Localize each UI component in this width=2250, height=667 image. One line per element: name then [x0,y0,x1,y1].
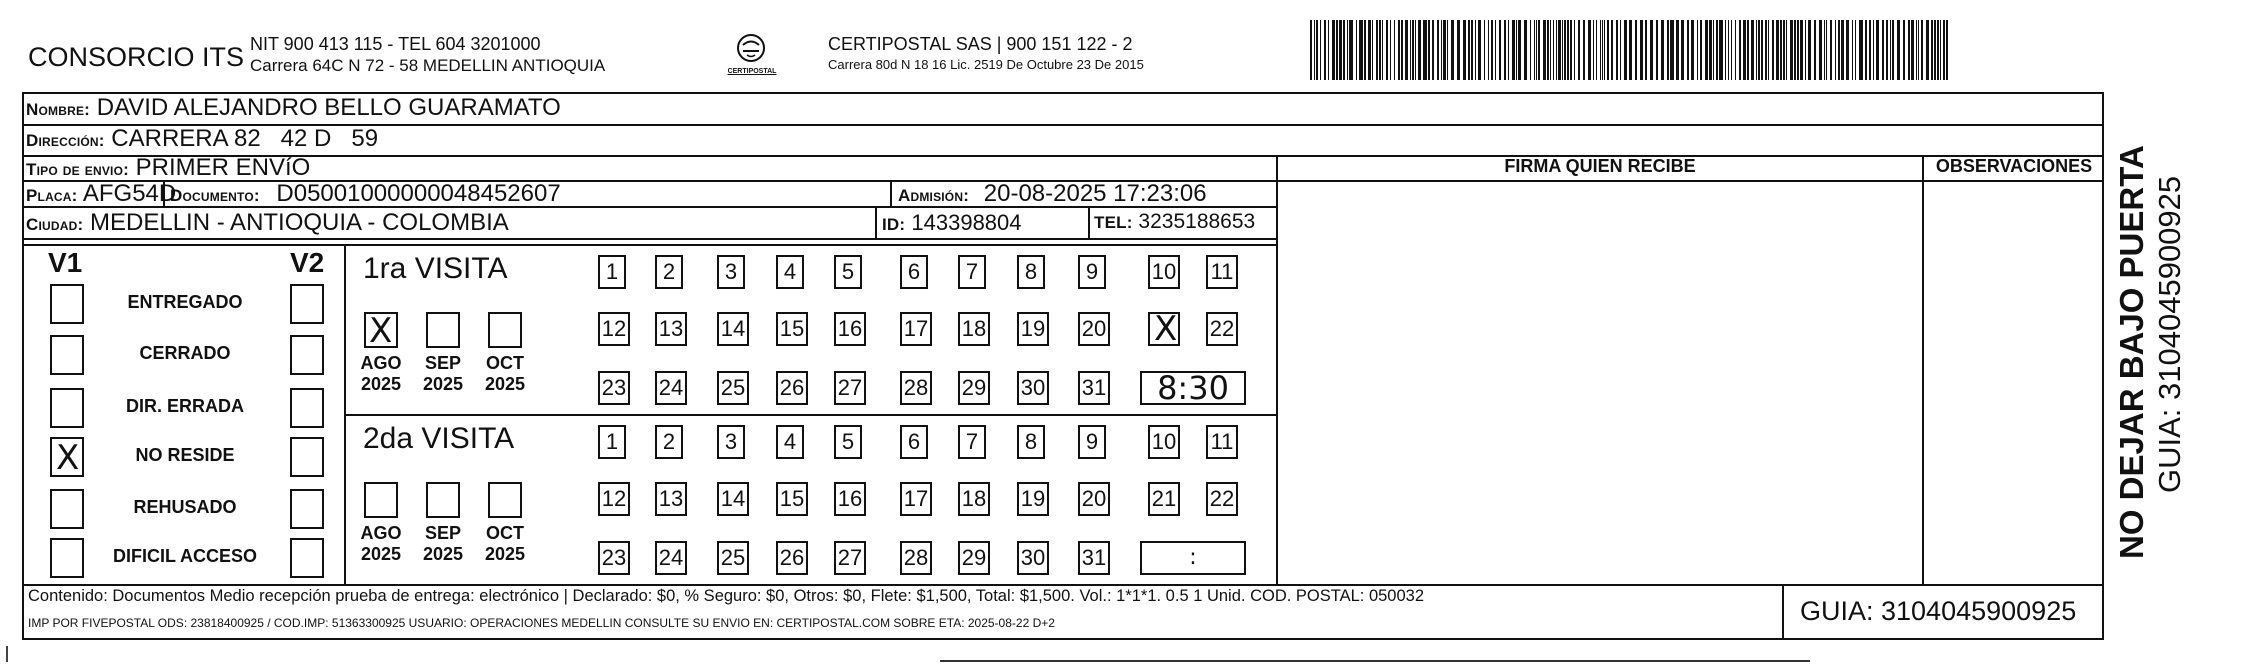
name-label: Nombre: [26,100,91,119]
month-label [475,353,535,395]
month-label [413,523,473,565]
day-box[interactable] [1078,541,1110,575]
plate-row [26,180,176,208]
day-number: 22 [1209,486,1235,511]
day-number: 22 [1209,316,1235,341]
courier-name: CERTIPOSTAL SAS | 900 151 122 - 2 [828,34,1133,54]
day-box[interactable] [776,482,808,516]
month-label [475,523,535,565]
plate-label: Placa: [26,186,78,205]
day-number: 14 [720,316,746,341]
signature-header: FIRMA QUIEN RECIBE [1504,156,1696,176]
day-number: 16 [837,316,863,341]
day-number: 25 [720,545,746,570]
day-number: 14 [720,486,746,511]
day-number: 19 [1020,316,1046,341]
day-box[interactable] [900,482,932,516]
send-type-label: Tipo de envio: [26,160,129,179]
month-name: OCT [486,523,524,543]
day-box[interactable] [776,312,808,346]
month-year: 2025 [360,374,402,394]
month-label [413,353,473,395]
status-option-label: DIR. ERRADA [125,396,244,416]
month-year: 2025 [422,374,464,394]
handwritten-x-mark: X [369,311,393,351]
day-box[interactable] [1148,309,1180,349]
day-box[interactable] [717,371,749,405]
day-number: 15 [779,486,805,511]
day-box[interactable] [655,255,683,289]
document-label: Documento: [170,186,260,205]
day-number: 12 [601,316,627,341]
city: MEDELLIN - ANTIOQUIA - COLOMBIA [90,209,509,236]
day-box[interactable] [1017,425,1045,459]
day-box[interactable] [958,255,986,289]
day-box[interactable] [655,425,683,459]
day-box[interactable] [1078,255,1106,289]
day-box[interactable] [900,425,928,459]
plate: AFG54D [82,180,177,207]
admission-row [898,180,1207,208]
edge-mark [6,646,8,662]
tel-row [1094,210,1255,234]
tel-value: 3235188653 [1138,210,1256,233]
day-box[interactable] [1017,541,1049,575]
day-number: 1 [605,259,619,284]
day-number: 25 [720,375,746,400]
recipient-address: CARRERA 82 42 D 59 [111,125,379,152]
v1-checkbox-entregado[interactable] [50,284,84,324]
day-number: 23 [601,375,627,400]
month-checkbox-sep[interactable] [426,312,460,348]
day-box[interactable] [834,255,862,289]
day-number: 24 [658,375,684,400]
imp-line: IMP POR FIVEPOSTAL ODS: 23818400925 / COD.IMP: 51363300925 USUARIO: OPERACIONES MEDELLIN CONSULTE SU ENVIO EN: CERTIPOSTAL.COM SOBRE ETA: 2025-08-22 D+2 [28,616,1055,630]
day-number: 5 [841,259,855,284]
day-number: 23 [601,545,627,570]
v2-label: V2 [290,247,325,278]
signature-area[interactable] [1278,182,1920,582]
admission-label: Admisión: [898,186,970,205]
v1-label: V1 [48,247,83,278]
day-number: 28 [903,375,929,400]
day-box[interactable] [1148,482,1180,516]
day-number: 6 [907,429,921,454]
handwritten-x-mark: X [56,438,80,478]
id-label: ID: [882,215,906,234]
v1-checkbox-cerrado[interactable] [50,335,84,375]
id-value: 143398804 [911,210,1022,235]
status-option-label: ENTREGADO [127,292,243,312]
day-box[interactable] [834,371,866,405]
observations-header: OBSERVACIONES [1935,156,2093,176]
day-box[interactable] [598,312,630,346]
v2-checkbox-rehusado[interactable] [290,489,324,529]
day-box[interactable] [1017,482,1049,516]
month-name: AGO [360,523,402,543]
day-box[interactable] [958,371,990,405]
day-box[interactable] [1206,255,1238,289]
day-number: 2 [662,429,676,454]
day-box[interactable] [1148,255,1180,289]
day-number: 26 [779,545,805,570]
visit-title: 2da VISITA [363,422,515,455]
visit-title: 1ra VISITA [363,252,508,285]
month-checkbox-oct[interactable] [488,312,522,348]
day-box[interactable] [776,255,804,289]
month-checkbox-ago[interactable] [364,482,398,518]
v1-checkbox-dificil-acceso[interactable] [50,538,84,578]
day-number: 29 [961,375,987,400]
day-box[interactable] [717,255,745,289]
footer-guide-number: GUIA: 3104045900925 [1800,596,2077,626]
company-address: Carrera 64C N 72 - 58 MEDELLIN ANTIOQUIA [250,56,606,75]
day-number: 31 [1081,545,1107,570]
day-box[interactable] [655,312,687,346]
day-number: 11 [1210,429,1234,454]
day-box[interactable] [834,312,866,346]
contents-line: Contenido: Documentos Medio recepción prueba de entrega: electrónico | Declarado: $0, % Seguro: $0, Otros: $0, Flete: $1,500, Total: $1,500. Vol.: 1*1*1. 0.5 1 Unid. COD. POSTAL: 050032 [28,587,1425,605]
month-label [351,523,411,565]
day-number: 31 [1081,375,1107,400]
certipostal-logo-icon [728,30,774,90]
day-box[interactable] [900,312,932,346]
admission-date: 20-08-2025 17:23:06 [983,180,1207,207]
day-box[interactable] [1078,482,1110,516]
day-number: 30 [1020,375,1046,400]
company-nit: NIT 900 413 115 - TEL 604 3201000 [250,34,541,54]
day-box[interactable] [1206,482,1238,516]
month-label [351,353,411,395]
day-box[interactable] [598,371,630,405]
time-box[interactable]: : [1140,541,1246,575]
day-number: 28 [903,545,929,570]
document-number: D05001000000048452607 [276,180,561,207]
day-box[interactable] [958,482,990,516]
day-number: 26 [779,375,805,400]
day-box[interactable] [900,371,932,405]
certipostal-logo-text: CERTIPOSTAL [727,68,777,75]
month-checkbox-ago[interactable] [364,311,398,351]
day-box[interactable] [1078,312,1110,346]
status-option-label: DIFICIL ACCESO [112,546,257,566]
tel-label: TEL: [1094,213,1133,232]
day-box[interactable] [655,371,687,405]
day-box[interactable] [776,371,808,405]
city-row [26,209,509,237]
city-label: Ciudad: [26,215,84,234]
month-name: AGO [360,353,402,373]
day-box[interactable] [958,425,986,459]
courier-address: Carrera 80d N 18 16 Lic. 2519 De Octubre 23 De 2015 [828,57,1144,72]
id-row [882,210,1022,236]
day-number: 3 [724,259,738,284]
day-number: 10 [1151,429,1177,454]
v2-checkbox-cerrado[interactable] [290,335,324,375]
day-number: 17 [903,316,929,341]
day-box[interactable] [1078,371,1110,405]
day-box[interactable] [958,541,990,575]
send-type: PRIMER ENVíO [135,154,311,181]
day-box[interactable] [776,541,808,575]
day-box[interactable] [834,482,866,516]
day-box[interactable] [900,255,928,289]
day-number: 9 [1085,259,1099,284]
month-year: 2025 [360,544,402,564]
v2-checkbox-no-reside[interactable] [290,437,324,477]
day-box[interactable] [900,541,932,575]
day-box[interactable] [598,255,626,289]
name-row [26,94,561,122]
month-name: OCT [486,353,524,373]
side-guide-number: GUIA: 3104045900925 [2152,175,2187,493]
day-number: 30 [1020,545,1046,570]
day-number: 2 [662,259,676,284]
day-number: 9 [1085,429,1099,454]
day-box[interactable] [655,482,687,516]
day-number: 3 [724,429,738,454]
company-name: CONSORCIO ITS [28,42,245,72]
day-box[interactable] [1017,371,1049,405]
month-year: 2025 [484,544,526,564]
handwritten-x-mark: X [1154,309,1178,349]
month-checkbox-oct[interactable] [488,482,522,518]
day-number: 7 [965,259,979,284]
v2-checkbox-dir-errada[interactable] [290,388,324,428]
day-box[interactable] [598,425,626,459]
day-box[interactable] [958,312,990,346]
bottom-edge-mark [940,660,1810,662]
day-box[interactable] [1148,425,1180,459]
barcode [1310,20,1958,80]
day-box[interactable] [1017,312,1049,346]
day-number: 8 [1024,259,1038,284]
status-option-label: CERRADO [139,343,231,363]
side-warning: NO DEJAR BAJO PUERTA [2113,145,2150,559]
send-type-row [26,154,310,182]
status-option-label: NO RESIDE [135,445,235,465]
day-number: 8 [1024,429,1038,454]
day-box[interactable] [834,541,866,575]
day-number: 4 [783,429,797,454]
day-box[interactable] [655,541,687,575]
day-number: 21 [1151,486,1177,511]
day-number: 7 [965,429,979,454]
day-number: 19 [1020,486,1046,511]
day-number: 20 [1081,486,1107,511]
day-number: 5 [841,429,855,454]
day-number: 12 [601,486,627,511]
month-name: SEP [424,353,462,373]
status-option-label: REHUSADO [133,497,237,517]
document-row [170,180,561,208]
v1-checkbox-dir-errada[interactable] [50,388,84,428]
day-box[interactable] [717,482,749,516]
day-number: 13 [658,316,684,341]
v1-checkbox-no-reside[interactable] [50,437,84,477]
day-number: 18 [961,486,987,511]
recipient-name: DAVID ALEJANDRO BELLO GUARAMATO [96,94,561,121]
v1-checkbox-rehusado[interactable] [50,489,84,529]
month-year: 2025 [422,544,464,564]
day-number: 1 [605,429,619,454]
day-box[interactable] [598,541,630,575]
day-number: 16 [837,486,863,511]
time-box[interactable]: 8:30 [1140,371,1246,405]
day-box[interactable] [717,541,749,575]
address-label: Dirección: [26,131,105,150]
day-number: 15 [779,316,805,341]
day-box[interactable] [1206,312,1238,346]
day-number: 11 [1210,259,1234,284]
observations-area[interactable] [1924,182,2102,582]
certipostal-logo [727,30,777,90]
day-box[interactable] [717,425,745,459]
address-row [26,125,378,153]
day-number: 24 [658,545,684,570]
v2-checkbox-entregado[interactable] [290,284,324,324]
day-number: 10 [1151,259,1177,284]
day-number: 20 [1081,316,1107,341]
day-number: 29 [961,545,987,570]
day-box[interactable] [717,312,749,346]
day-box[interactable] [776,425,804,459]
day-box[interactable] [1206,425,1238,459]
day-number: 27 [837,545,863,570]
day-box[interactable] [598,482,630,516]
day-box[interactable] [834,425,862,459]
month-checkbox-sep[interactable] [426,482,460,518]
day-box[interactable] [1078,425,1106,459]
day-box[interactable] [1017,255,1045,289]
v2-checkbox-dificil-acceso[interactable] [290,538,324,578]
month-year: 2025 [484,374,526,394]
month-name: SEP [424,523,462,543]
day-number: 18 [961,316,987,341]
day-number: 27 [837,375,863,400]
day-number: 6 [907,259,921,284]
day-number: 17 [903,486,929,511]
day-number: 13 [658,486,684,511]
day-number: 4 [783,259,797,284]
